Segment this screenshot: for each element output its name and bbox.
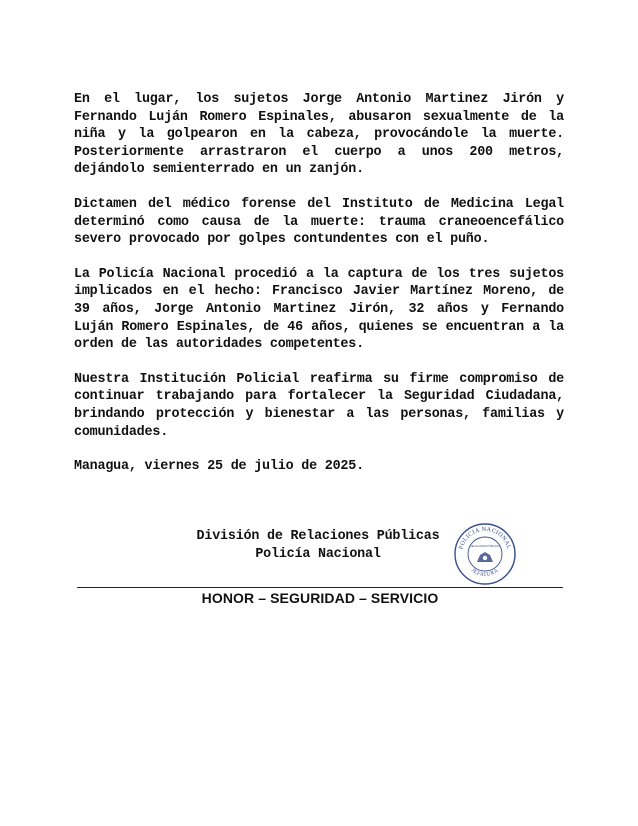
paragraph-incident: En el lugar, los sujetos Jorge Antonio Martinez Jirón y Fernando Luján Romero Espinales, abusaron sexualmente de la niña y la golpearon en la cabeza, provocándole la muerte. Posteriormente arrastraron el cuerpo a unos 200 metros, dejándolo semienterrado en un zanjón. xyxy=(74,92,564,178)
seal-top-text: POLICIA NACIONAL xyxy=(457,525,513,551)
paragraph-arrest: La Policía Nacional procedió a la captura de los tres sujetos implicados en el hecho: Francisco Javier Martínez Moreno, de 39 años, Jorge Antonio Martinez Jirón, 32 años y Fernando Luján Romero Espinales, de 46 años, quienes se encuentran a la orden de las autoridades competentes. xyxy=(74,266,564,353)
police-seal-stamp xyxy=(453,522,517,586)
signature-block xyxy=(140,528,496,563)
signature-division: División de Relaciones Públicas xyxy=(196,529,440,544)
paragraph-commitment: Nuestra Institución Policial reafirma su firme compromiso de continuar trabajando para fortalecer la Seguridad Ciudadana, brindando protección y bienestar a las personas, familias y comunidades. xyxy=(74,371,564,440)
footer-divider xyxy=(77,587,563,588)
svg-text:JEFATURA xyxy=(470,567,500,578)
seal-bottom-text: JEFATURA xyxy=(470,567,500,579)
paragraph-date-place: Managua, viernes 25 de julio de 2025. xyxy=(74,459,364,475)
seal-inner-text: RELACIONES PÚBLICAS xyxy=(469,545,501,548)
signature-institution: Policía Nacional xyxy=(255,546,381,562)
footer-motto: HONOR – SEGURIDAD – SERVICIO xyxy=(201,590,439,606)
document-body xyxy=(74,91,564,476)
paragraph-forensic-report: Dictamen del médico forense del Instituto de Medicina Legal determinó como causa de la muerte: trauma craneoencefálico severo provocado por golpes contundentes con el puño. xyxy=(74,196,564,248)
